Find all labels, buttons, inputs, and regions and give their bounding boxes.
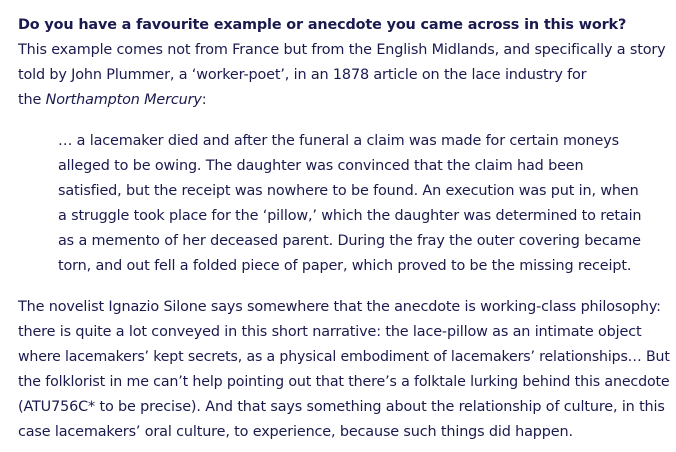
intro-line: told by John Plummer, a ‘worker-poet’, in an 1878 article on the lace industry for [18, 67, 587, 83]
closing-line: The novelist Ignazio Silone says somewhere that the anecdote is working-class philosophy: [18, 299, 661, 315]
quote-line: as a memento of her deceased parent. During the fray the outer covering became [58, 233, 641, 249]
intro-line [18, 88, 206, 113]
intro-punctuation: : [201, 92, 207, 108]
closing-line: there is quite a lot conveyed in this short narrative: the lace-pillow as an intimate object [18, 324, 642, 340]
quote-line: … a lacemaker died and after the funeral a claim was made for certain moneys [58, 133, 619, 149]
intro-text: the [18, 92, 46, 108]
publication-title: Northampton Mercury [45, 92, 202, 108]
closing-line: where lacemakers’ kept secrets, as a physical embodiment of lacemakers’ relationships… But [18, 349, 670, 365]
question-heading: Do you have a favourite example or anecdote you came across in this work? [18, 17, 627, 33]
quote-line: satisfied, but the receipt was nowhere to be found. An execution was put in, when [58, 183, 639, 199]
quote-line: torn, and out fell a folded piece of paper, which proved to be the missing receipt. [58, 258, 632, 274]
closing-line: (ATU756C* to be precise). And that says something about the relationship of culture, in this [18, 399, 665, 415]
quote-line: alleged to be owing. The daughter was convinced that the claim had been [58, 158, 584, 174]
closing-line: case lacemakers’ oral culture, to experience, because such things did happen. [18, 424, 573, 440]
quote-line: a struggle took place for the ‘pillow,’ which the daughter was determined to retain [58, 208, 642, 224]
closing-line: the folklorist in me can’t help pointing out that there’s a folktale lurking behind this anecdote [18, 374, 670, 390]
intro-line: This example comes not from France but from the English Midlands, and specifically a story [18, 42, 666, 58]
